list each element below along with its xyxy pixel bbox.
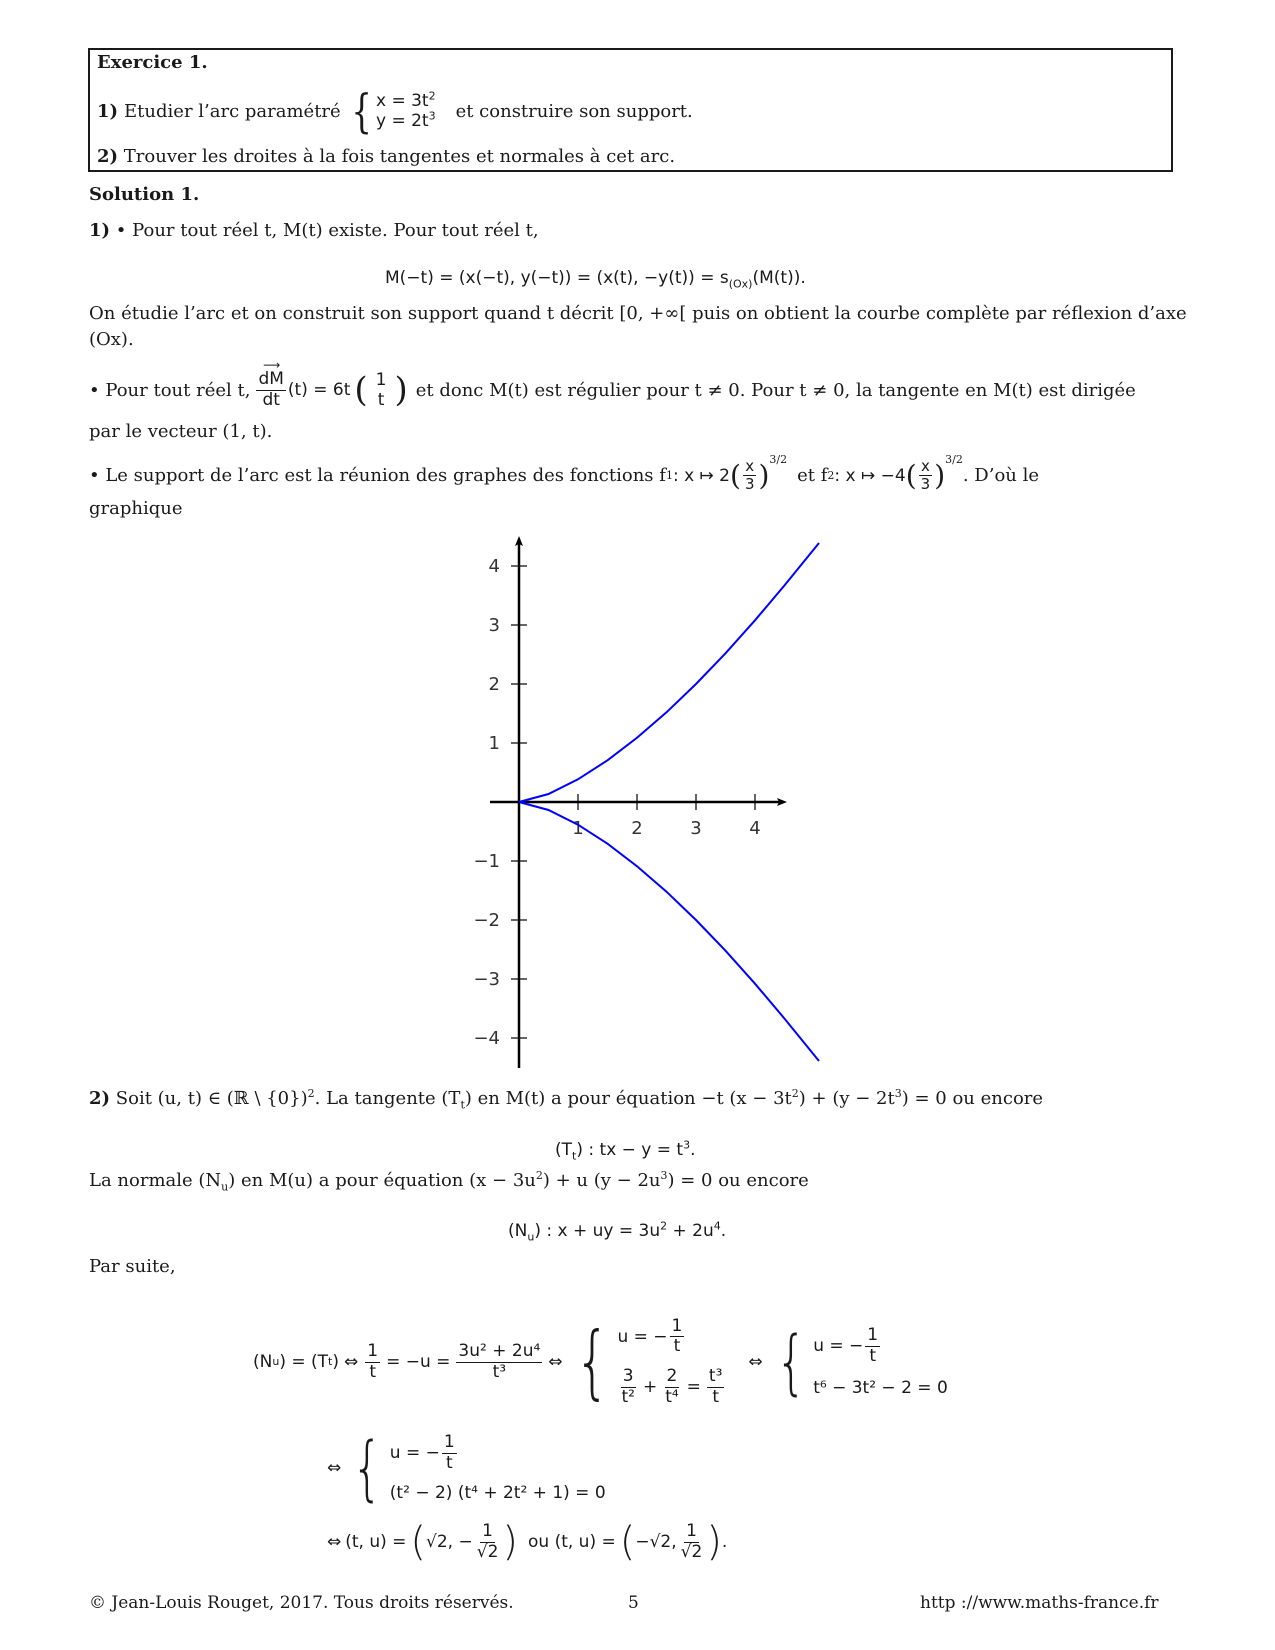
study-range-line-2: (Ox).	[89, 329, 134, 350]
denominator: t	[869, 1345, 877, 1366]
system-brace: {	[574, 1315, 610, 1408]
denominator: dt	[262, 389, 280, 410]
plus: +	[642, 1377, 658, 1398]
left-paren: (	[410, 1519, 427, 1565]
paragraph-text: . La tangente (T	[314, 1088, 461, 1109]
upper-branch-curve	[519, 543, 819, 802]
f2-mapping: : x ↦ −4	[834, 465, 906, 486]
paragraph-text: . D’où le	[962, 465, 1040, 487]
exponent: 2	[791, 1087, 799, 1100]
footer-url[interactable]: http ://www.maths-france.fr	[920, 1593, 1159, 1613]
paragraph-text: ) + u (y − 2u	[542, 1170, 661, 1191]
tangent-equation: $(T_t)$ : tx − $y = t^3$.	[555, 1138, 696, 1163]
denominator: t	[369, 1361, 377, 1382]
numerator: 1	[671, 1315, 683, 1336]
equation-text: ) : tx − y = t	[576, 1140, 684, 1160]
numerator: x	[920, 457, 930, 475]
svg-text:−1: −1	[473, 851, 500, 872]
denominator: √2	[680, 1541, 703, 1562]
normal-paragraph	[89, 1169, 809, 1194]
exponent: 3	[683, 1138, 691, 1152]
equation-text: u = −	[617, 1326, 668, 1347]
right-paren: )	[758, 458, 770, 492]
left-paren: (	[905, 458, 917, 492]
paragraph-text: et donc M(t) est régulier pour t ≠ 0. Pour t ≠ 0, la tangente en M(t) est dirigée	[415, 379, 1136, 401]
equation-text: .	[721, 1532, 728, 1552]
derivative-paragraph-line-2: par le vecteur (1, t).	[89, 421, 273, 442]
equation-text: (N	[253, 1352, 273, 1372]
equation-text: √2, −	[426, 1532, 473, 1552]
denominator: 3	[920, 475, 931, 494]
paragraph-text: ) en M(t) a pour équation −t (x − 3t	[464, 1088, 792, 1109]
numerator: 1	[482, 1520, 493, 1541]
equation-text: −√2,	[635, 1532, 677, 1552]
question-2-label: 2)	[97, 146, 119, 167]
normal-equation: $(N_u)$ : x + uy = $3u^2 + 2u^4$.	[508, 1219, 727, 1244]
svg-text:3: 3	[690, 818, 702, 839]
denominator: t⁴	[665, 1386, 679, 1407]
question-2-text: Trouver les droites à la fois tangentes et normales à cet arc.	[123, 146, 676, 167]
equation-text: (M(t)).	[752, 268, 806, 288]
right-paren: )	[394, 370, 408, 411]
paragraph-text: • Pour tout réel t,	[89, 379, 251, 401]
numerator: 2	[666, 1366, 678, 1386]
numerator: 3u² + 2u⁴	[458, 1340, 541, 1361]
vector-arrow-icon: ⟶	[263, 358, 280, 372]
equation-text: t⁶ − 3t² − 2 = 0	[813, 1378, 948, 1399]
solution-title: Solution 1.	[89, 184, 200, 205]
equation-text: (t, u) =	[345, 1532, 407, 1552]
paragraph-text: ) = 0 ou encore	[667, 1170, 809, 1191]
paragraph-text: • Pour tout réel t, M(t) existe. Pour tout réel t,	[115, 220, 539, 241]
subscript: t	[572, 1149, 577, 1163]
equation-text: (T	[555, 1140, 573, 1160]
x-tick-labels	[572, 818, 760, 839]
vector-bottom: t	[377, 390, 385, 411]
fraction-1-over-t	[365, 1342, 380, 1382]
support-paragraph-line-2: graphique	[89, 498, 183, 519]
support-paragraph: • Le support de l’arc est la réunion des graphes des fonctions f 1 : x ↦ 2 ( $\frac{x}{3}$ ) 3/2 et f 2 : x ↦ −4 ( $\frac{x}{3}$ ) 3/2 . D’où le	[89, 453, 1040, 494]
equation-text: u = −	[389, 1443, 440, 1463]
denominator: t	[445, 1452, 453, 1473]
system-2	[813, 1326, 948, 1398]
equivalence-symbol: ⇔	[327, 1458, 342, 1478]
svg-text:3: 3	[488, 615, 500, 636]
svg-text:−4: −4	[473, 1028, 500, 1049]
system-x-equation: x = 3t	[375, 91, 429, 111]
denominator: t³	[492, 1361, 507, 1382]
exponent: 2	[535, 1169, 543, 1182]
equation-text: (N	[508, 1221, 528, 1241]
exponent: 2	[307, 1087, 315, 1100]
footer-page-number: 5	[628, 1593, 639, 1613]
equation-text: (t² − 2) (t⁴ + 2t² + 1) = 0	[389, 1483, 606, 1504]
left-paren: (	[619, 1519, 636, 1565]
equation-text: + 2u	[667, 1221, 714, 1241]
equals: =	[686, 1377, 701, 1398]
equation-text: u = −	[813, 1336, 864, 1356]
part-2-paragraph	[89, 1087, 1044, 1112]
system-brace: {	[775, 1321, 807, 1403]
svg-text:2: 2	[488, 674, 500, 695]
question-1-text: Etudier l’arc paramétré	[124, 100, 341, 122]
numerator: 1	[367, 1340, 379, 1361]
denominator: √2	[476, 1541, 499, 1562]
denominator: t	[673, 1336, 681, 1357]
subscript: (Ox)	[728, 277, 753, 291]
equivalence-symbol: ⇔	[344, 1352, 359, 1372]
exp: 3	[428, 109, 436, 123]
exponent: 3	[894, 1087, 902, 1100]
equivalence-symbol: ⇔	[327, 1532, 342, 1552]
svg-text:1: 1	[488, 733, 500, 754]
right-paren: )	[502, 1519, 518, 1565]
numerator: x	[745, 457, 755, 475]
question-1-label: 1)	[97, 100, 119, 122]
left-paren: (	[730, 458, 741, 492]
paragraph-text: • Le support de l’arc est la réunion des graphes des fonctions f	[89, 465, 666, 487]
svg-text:4: 4	[749, 818, 761, 839]
derivative-value: (t) = 6t	[287, 380, 351, 401]
exponent: 3	[660, 1169, 668, 1182]
part-1-label: 1)	[89, 220, 111, 241]
svg-text:−3: −3	[473, 969, 500, 990]
exercise-title: Exercice 1.	[97, 52, 208, 73]
subscript: u	[221, 1180, 229, 1194]
equation-text: = −u =	[386, 1352, 451, 1372]
right-paren: )	[706, 1519, 722, 1565]
subscript: t	[460, 1098, 465, 1112]
paragraph-text: Soit (u, t) ∈ (ℝ \ {0})	[115, 1088, 308, 1109]
paragraph-text: La normale (N	[89, 1170, 222, 1191]
denominator: t	[712, 1386, 719, 1407]
equation-text: ) : x + uy = 3u	[534, 1221, 661, 1241]
numerator: 1	[867, 1324, 879, 1345]
footer-copyright: © Jean-Louis Rouget, 2017. Tous droits réservés.	[89, 1593, 514, 1613]
paragraph-text: ) en M(u) a pour équation (x − 3u	[228, 1170, 536, 1191]
paragraph-text: ) + (y − 2t	[798, 1088, 895, 1109]
svg-text:1: 1	[572, 818, 584, 839]
equivalence-line-2	[327, 1426, 606, 1510]
right-paren: )	[934, 458, 946, 492]
equation-text: M(−t) = (x(−t), y(−t)) = (x(t), −y(t)) = s	[385, 268, 729, 288]
part-2-label: 2)	[89, 1088, 111, 1109]
numerator: 1	[443, 1431, 455, 1452]
paragraph-text: et f	[797, 465, 828, 487]
equivalence-line-1: (N u ) = (T t ) ⇔ $\frac{1}{t}$ = −u = $\frac{\text{3u² + 2u⁴}}{\text{t³}}$ ⇔ { u = − $\frac{1}{t}$ $\frac{3}{\text{t²}}$ + $\frac{2}{\text{t⁴}}$ = $\frac{\text{t³}}{t}$ ⇔ { u = − $\frac{1}{t}$ t⁶ − 3t² − 2 = 0	[253, 1315, 948, 1408]
left-paren: (	[354, 370, 368, 411]
vector-top: 1	[375, 370, 387, 391]
denominator: 3	[744, 475, 755, 494]
exponent: 4	[713, 1219, 721, 1233]
equation-text: ou (t, u) =	[528, 1532, 616, 1552]
numerator-text: dM	[258, 369, 284, 389]
numerator: t³	[708, 1366, 723, 1386]
system-3	[390, 1433, 606, 1503]
numerator: 1	[686, 1520, 697, 1541]
lower-branch-curve	[519, 802, 819, 1061]
exponent: 2	[660, 1219, 668, 1233]
denominator: t²	[621, 1386, 635, 1407]
question-1-text-end: et construire son support.	[455, 100, 693, 122]
svg-text:4: 4	[488, 556, 500, 577]
final-result	[327, 1514, 727, 1570]
equivalence-symbol: ⇔	[748, 1352, 763, 1372]
equation-text: ) = (T	[279, 1352, 329, 1372]
f1-mapping: : x ↦ 2	[672, 465, 730, 486]
svg-text:−2: −2	[473, 910, 500, 931]
system-brace: {	[351, 84, 372, 138]
paragraph-text: ) = 0 ou encore	[901, 1088, 1044, 1109]
system-brace: {	[351, 1427, 384, 1509]
exp: 2	[428, 89, 436, 103]
svg-text:2: 2	[631, 818, 643, 839]
subscript: u	[527, 1230, 535, 1244]
fraction-normal-rhs	[456, 1342, 542, 1382]
numerator: 3	[622, 1366, 634, 1386]
system-1	[617, 1317, 726, 1407]
equivalence-symbol: ⇔	[548, 1352, 563, 1372]
par-suite: Par suite,	[89, 1256, 176, 1277]
system-y-equation: y = 2t	[375, 111, 429, 131]
equation-text: )	[332, 1352, 340, 1372]
study-range-line-1: On étudie l’arc et on construit son support quand t décrit [0, +∞[ puis on obtient la courbe complète par réflexion d’axe	[89, 303, 1187, 324]
